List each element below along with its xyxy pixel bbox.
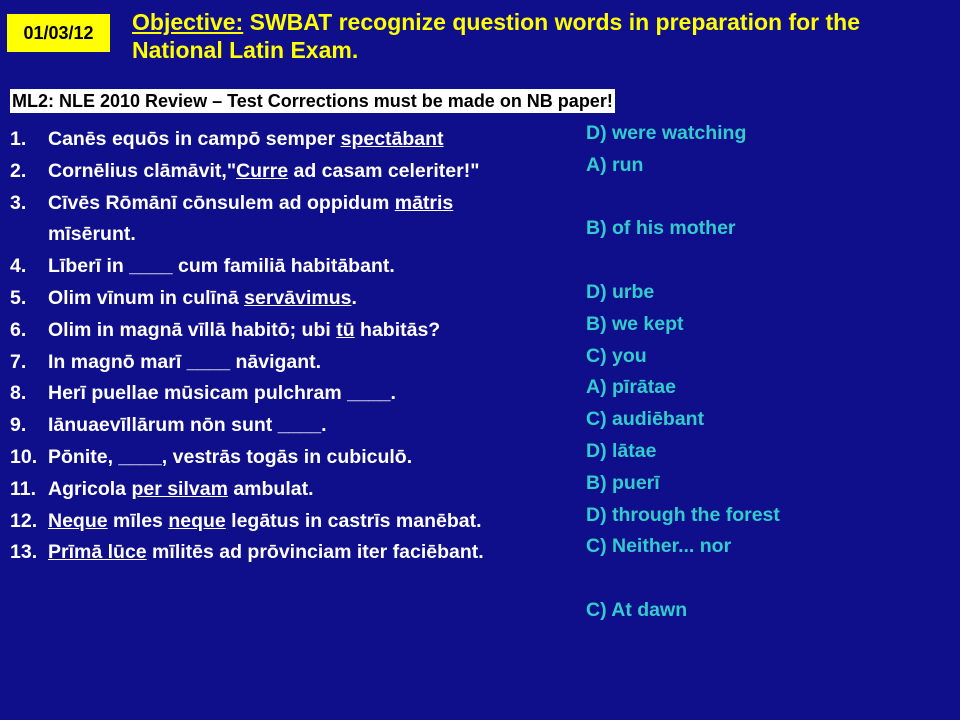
- question-text: [48, 315, 530, 347]
- answer-list: [586, 118, 946, 627]
- question-number: 7.: [10, 350, 27, 373]
- answer-spacer: [586, 245, 946, 277]
- question-fragment: habitās?: [354, 318, 441, 341]
- question-number: 13.: [10, 541, 38, 564]
- question-number: 10.: [10, 445, 38, 468]
- underlined-word: per silvam: [131, 477, 228, 500]
- answer-item: D) through the forest: [586, 503, 780, 526]
- underlined-word: Prīmā lūce: [48, 541, 147, 564]
- question-text: [48, 124, 530, 156]
- question-text: [48, 506, 530, 538]
- answer-item: D) urbe: [586, 280, 655, 303]
- question-fragment: ambulat.: [227, 477, 314, 500]
- question-item: [10, 506, 530, 538]
- question-fragment: Līberī in ____ cum familiā habitābant.: [48, 255, 395, 278]
- question-item: [10, 283, 530, 315]
- question-fragment: Pōnite, ____, vestrās togās in cubiculō.: [48, 445, 413, 468]
- question-text: [48, 410, 530, 442]
- question-text: [48, 251, 530, 283]
- underlined-word: Curre: [236, 159, 289, 182]
- date-badge: [7, 14, 110, 52]
- question-item: [10, 442, 530, 474]
- objective-text: SWBAT recognize question words in preparation for the National Latin Exam.: [132, 9, 860, 63]
- question-item: [10, 410, 530, 442]
- question-fragment: Cīvēs Rōmānī cōnsulem ad oppidum: [48, 191, 395, 214]
- answer-item: B) we kept: [586, 312, 684, 335]
- question-text: [48, 474, 530, 506]
- question-number: 1.: [10, 128, 27, 150]
- question-number: 2.: [10, 159, 27, 182]
- question-item: [10, 537, 530, 569]
- question-fragment: mīles: [107, 509, 169, 532]
- question-text: [48, 442, 530, 474]
- question-number: 3.: [10, 191, 27, 214]
- answer-item: B) puerī: [586, 471, 660, 494]
- question-item: [10, 251, 530, 283]
- question-text: [48, 188, 530, 252]
- date-text: 01/03/12: [23, 22, 94, 43]
- underlined-word: Neque: [48, 509, 108, 532]
- question-text: [48, 283, 530, 315]
- objective-label: Objective:: [132, 9, 244, 35]
- question-fragment: Agricola: [48, 477, 132, 500]
- question-number: 6.: [10, 318, 27, 341]
- question-number: 8.: [10, 382, 27, 405]
- question-fragment: legātus in castrīs manēbat.: [225, 509, 482, 532]
- underlined-word: spectābant: [340, 128, 444, 150]
- answer-item: D) were watching: [586, 122, 747, 144]
- question-fragment: Canēs equōs in campō semper: [48, 128, 341, 150]
- question-fragment: Herī puellae mūsicam pulchram ____.: [48, 382, 396, 405]
- question-fragment: .: [351, 286, 357, 309]
- question-number: 9.: [10, 414, 27, 437]
- question-item: [10, 124, 530, 156]
- review-subtitle: ML2: NLE 2010 Review – Test Corrections must be made on NB paper!: [12, 91, 613, 111]
- question-item: [10, 188, 530, 252]
- question-item: [10, 156, 530, 188]
- question-item: [10, 315, 530, 347]
- question-text: [48, 156, 530, 188]
- underlined-word: tū: [336, 318, 355, 341]
- question-item: [10, 347, 530, 379]
- question-item: [10, 474, 530, 506]
- question-number: 5.: [10, 286, 27, 309]
- objective-heading: [132, 8, 932, 64]
- answer-item: C) At dawn: [586, 598, 688, 621]
- question-item: [10, 378, 530, 410]
- underlined-word: servāvimus: [244, 286, 352, 309]
- answer-item: C) audiēbant: [586, 408, 705, 431]
- question-fragment: Iānuaevīllārum nōn sunt ____.: [48, 414, 327, 437]
- answer-spacer: [586, 182, 946, 214]
- underlined-word: mātris: [394, 191, 454, 214]
- answer-item: C) Neither... nor: [586, 535, 732, 558]
- answer-spacer: [586, 563, 946, 595]
- question-fragment: Olim vīnum in culīnā: [48, 286, 245, 309]
- answer-item: C) you: [586, 344, 647, 367]
- question-number: 11.: [10, 477, 37, 500]
- question-fragment: Olim in magnā vīllā habitō; ubi: [48, 318, 337, 341]
- question-text: [48, 378, 530, 410]
- question-text: [48, 347, 530, 379]
- question-fragment: In magnō marī ____ nāvigant.: [48, 350, 322, 373]
- question-list: [10, 124, 530, 569]
- question-text: [48, 537, 530, 569]
- answer-item: A) run: [586, 153, 644, 176]
- question-number: 12.: [10, 509, 38, 532]
- answer-item: B) of his mother: [586, 217, 736, 240]
- question-fragment: mīsērunt.: [48, 223, 136, 246]
- underlined-word: neque: [168, 509, 226, 532]
- answer-item: D) lātae: [586, 439, 657, 462]
- question-fragment: mīlitēs ad prōvinciam iter faciēbant.: [146, 541, 484, 564]
- question-number: 4.: [10, 255, 27, 278]
- question-fragment: Cornēlius clāmāvit,": [48, 159, 237, 182]
- question-fragment: ad casam celeriter!": [288, 159, 480, 182]
- answer-item: A) pīrātae: [586, 376, 676, 399]
